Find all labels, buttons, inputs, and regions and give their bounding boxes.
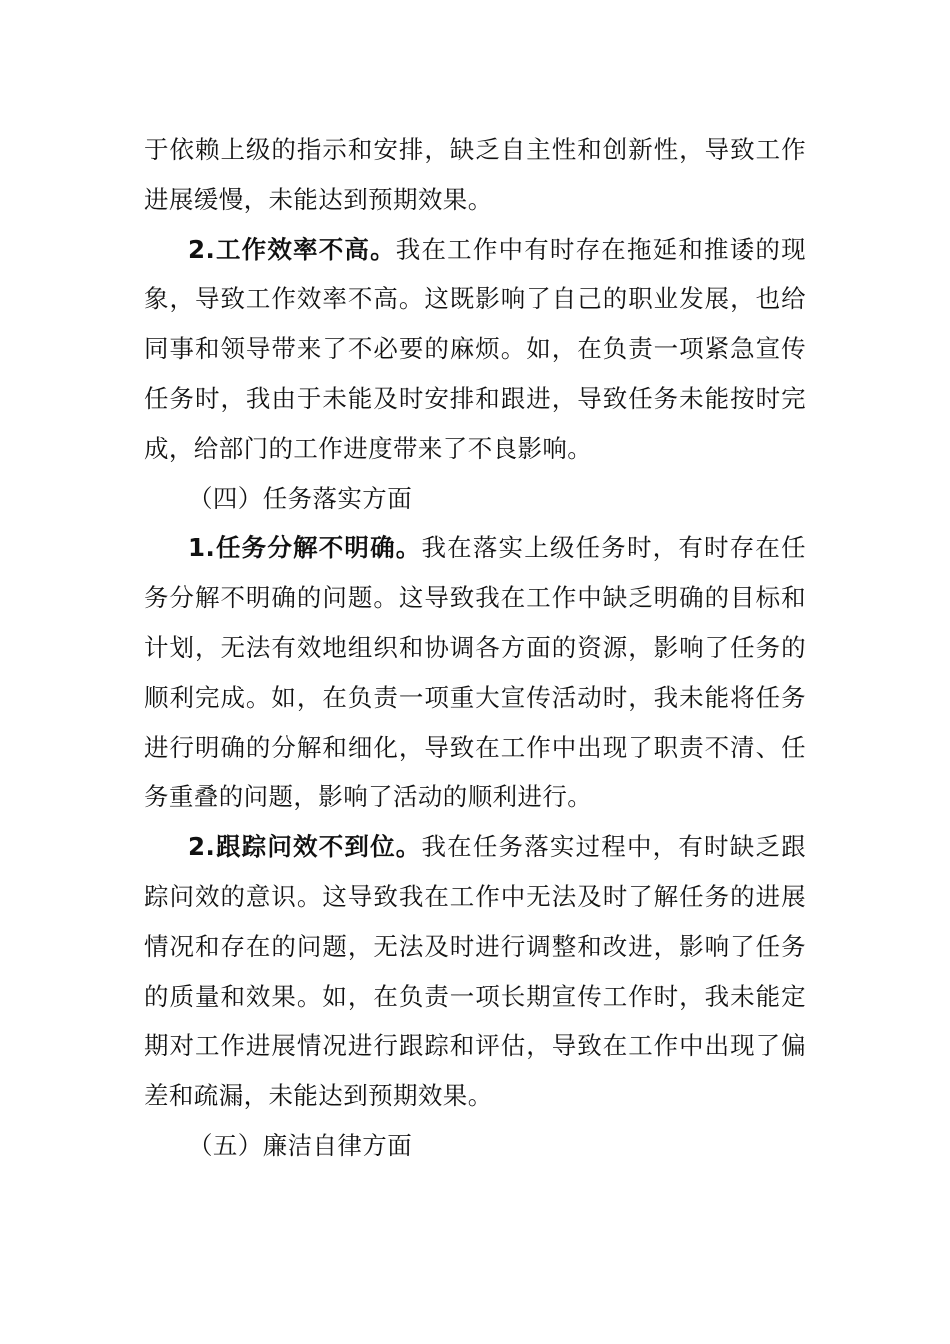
paragraph-text: 我在工作中有时存在拖延和推诿的现象，导致工作效率不高。这既影响了自己的职业发展，也给同事和领导带来了不必要的麻烦。如，在负责一项紧急宣传任务时，我由于未能及时安排和跟进，导致任务未能按时完成，给部门的工作进度带来了不良影响。: [144, 234, 806, 463]
paragraph-text: 于依赖上级的指示和安排，缺乏自主性和创新性，导致工作进展缓慢，未能达到预期效果。: [144, 135, 806, 214]
paragraph-lead: 2.跟踪问效不到位。: [188, 832, 422, 862]
paragraph-lead: 2.工作效率不高。: [188, 234, 396, 264]
paragraph-text: 我在任务落实过程中，有时缺乏跟踪问效的意识。这导致我在工作中无法及时了解任务的进展情况和存在的问题，无法及时进行调整和改进，影响了任务的质量和效果。如，在负责一项长期宣传工作时，我未能定期对工作进展情况进行跟踪和评估，导致在工作中出现了偏差和疏漏，未能达到预期效果。: [144, 832, 806, 1111]
section-heading-integrity: [144, 1121, 806, 1171]
paragraph-work-efficiency: [144, 225, 806, 474]
paragraph-task-decomposition: [144, 523, 806, 822]
section-heading-task-implementation: [144, 474, 806, 524]
paragraph-text: 我在落实上级任务时，有时存在任务分解不明确的问题。这导致我在工作中缺乏明确的目标和计划，无法有效地组织和协调各方面的资源，影响了任务的顺利完成。如，在负责一项重大宣传活动时，我未能将任务进行明确的分解和细化，导致在工作中出现了职责不清、任务重叠的问题，影响了活动的顺利进行。: [144, 533, 806, 812]
paragraph-tracking-accountability: [144, 822, 806, 1121]
section-heading-text: （四）任务落实方面: [188, 483, 413, 513]
section-heading-text: （五）廉洁自律方面: [188, 1130, 413, 1160]
document-body: [144, 125, 806, 1171]
paragraph-continuation: [144, 125, 806, 225]
paragraph-lead: 1.任务分解不明确。: [188, 533, 422, 563]
